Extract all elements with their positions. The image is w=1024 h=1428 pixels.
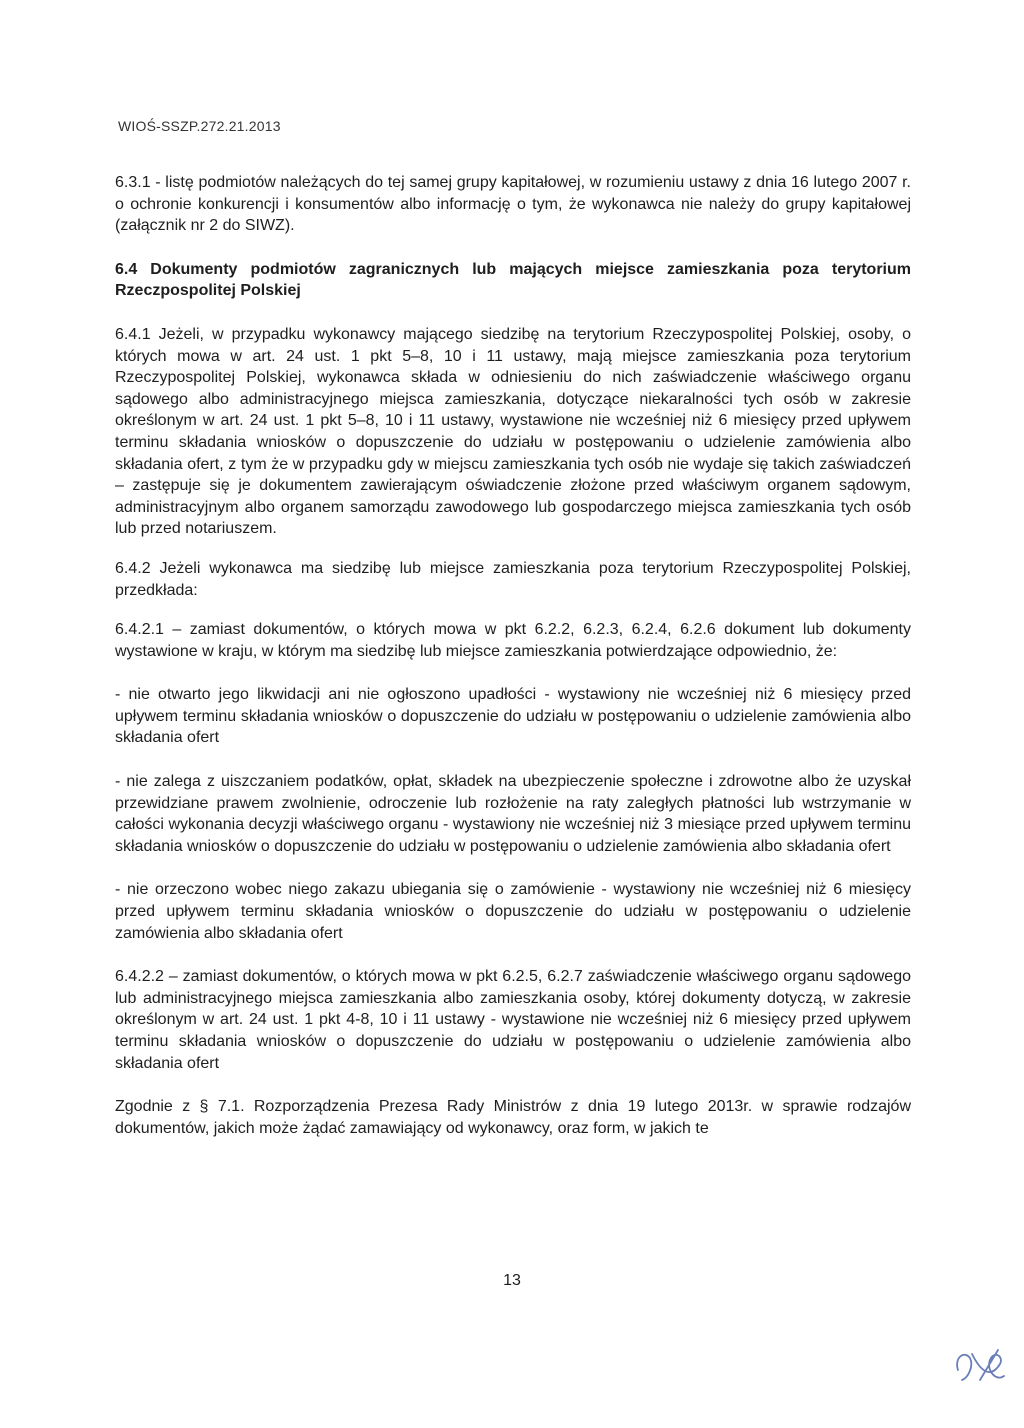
paragraph-regulation: Zgodnie z § 7.1. Rozporządzenia Prezesa Rady Ministrów z dnia 19 lutego 2013r. w sprawie rodzajów dokumentów, jakich może żądać zamawiający od wykonawcy, oraz form, w jakich te xyxy=(115,1098,911,1137)
paragraph-6-4-2: 6.4.2 Jeżeli wykonawca ma siedzibę lub miejsce zamieszkania poza terytorium Rzeczypospolitej Polskiej, przedkłada: xyxy=(115,559,911,599)
paragraph-6-4-2-2: 6.4.2.2 – zamiast dokumentów, o których mowa w pkt 6.2.5, 6.2.7 zaświadczenie właściwego organu sądowego lub administracyjnego miejsca zamieszkania albo zamieszkania osoby, której dokumenty dotyczą, w zakresie określonym w art. 24 ust. 1 pkt 4-8, 10 i 11 ustawy - wystawione nie wcześniej niż 6 miesięcy przed upływem terminu składania wniosków o dopuszczenie do udziału w postępowaniu o udzielenie zamówienia albo składania ofert xyxy=(115,968,911,1072)
section-heading-6-4: 6.4 Dokumenty podmiotów zagranicznych lub mających miejsce zamieszkania poza terytorium Rzeczpospolitej Polskiej xyxy=(115,260,911,300)
bullet-item-liquidation: - nie otwarto jego likwidacji ani nie ogłoszono upadłości - wystawiony nie wcześniej niż 6 miesięcy przed upływem terminu składania wniosków o dopuszczenie do udziału w postępowaniu o udzielenie zamówienia albo składania ofert xyxy=(115,686,911,747)
handwritten-mark xyxy=(950,1340,1010,1390)
bullet-item-taxes: - nie zalega z uiszczaniem podatków, opłat, składek na ubezpieczenie społeczne i zdrowotne albo że uzyskał przewidziane prawem zwolnienie, odroczenie lub rozłożenie na raty zaległych płatności lub wstrzymanie w całości wykonania decyzji właściwego organu - wystawiony nie wcześniej niż 3 miesiące przed upływem terminu składania wniosków o dopuszczenie do udziału w postępowaniu o udzielenie zamówienia albo składania ofert xyxy=(115,773,911,855)
paragraph-6-4-2-1: 6.4.2.1 – zamiast dokumentów, o których mowa w pkt 6.2.2, 6.2.3, 6.2.4, 6.2.6 dokument lub dokumenty wystawione w kraju, w którym ma siedzibę lub miejsce zamieszkania potwierdzające odpowiednio, że: xyxy=(115,621,911,660)
page-number: 13 xyxy=(503,1272,521,1289)
bullet-item-ban: - nie orzeczono wobec niego zakazu ubiegania się o zamówienie - wystawiony nie wcześniej niż 6 miesięcy przed upływem terminu składania wniosków o dopuszczenie do udziału w postępowaniu o udzielenie zamówienia albo składania ofert xyxy=(115,881,911,942)
document-body xyxy=(115,172,911,1139)
document-reference: WIOŚ-SSZP.272.21.2013 xyxy=(118,118,281,134)
paragraph-6-4-1: 6.4.1 Jeżeli, w przypadku wykonawcy mającego siedzibę na terytorium Rzeczypospolitej Polskiej, osoby, o których mowa w art. 24 ust. 1 pkt 5–8, 10 i 11 ustawy, mają miejsce zamieszkania poza terytorium Rzeczypospolitej Polskiej, wykonawca składa w odniesieniu do nich zaświadczenie właściwego organu sądowego albo administracyjnego miejsca zamieszkania, dotyczące niekaralności tych osób w zakresie określonym w art. 24 ust. 1 pkt 5–8, 10 i 11 ustawy, wystawione nie wcześniej niż 6 miesięcy przed upływem terminu składania wniosków o dopuszczenie do udziału w postępowaniu o udzielenie zamówienia albo składania ofert, z tym że w przypadku gdy w miejscu zamieszkania tych osób nie wydaje się takich zaświadczeń – zastępuje się je dokumentem zawierającym oświadczenie złożone przed właściwym organem sądowym, administracyjnym albo organem samorządu zawodowego lub gospodarczego miejsca zamieszkania tych osób lub przed notariuszem. xyxy=(115,325,911,538)
paragraph-6-3-1: 6.3.1 - listę podmiotów należących do tej samej grupy kapitałowej, w rozumieniu ustawy z dnia 16 lutego 2007 r. o ochronie konkurencji i konsumentów albo informację o tym, że wykonawca nie należy do grupy kapitałowej (załącznik nr 2 do SIWZ). xyxy=(115,174,911,235)
